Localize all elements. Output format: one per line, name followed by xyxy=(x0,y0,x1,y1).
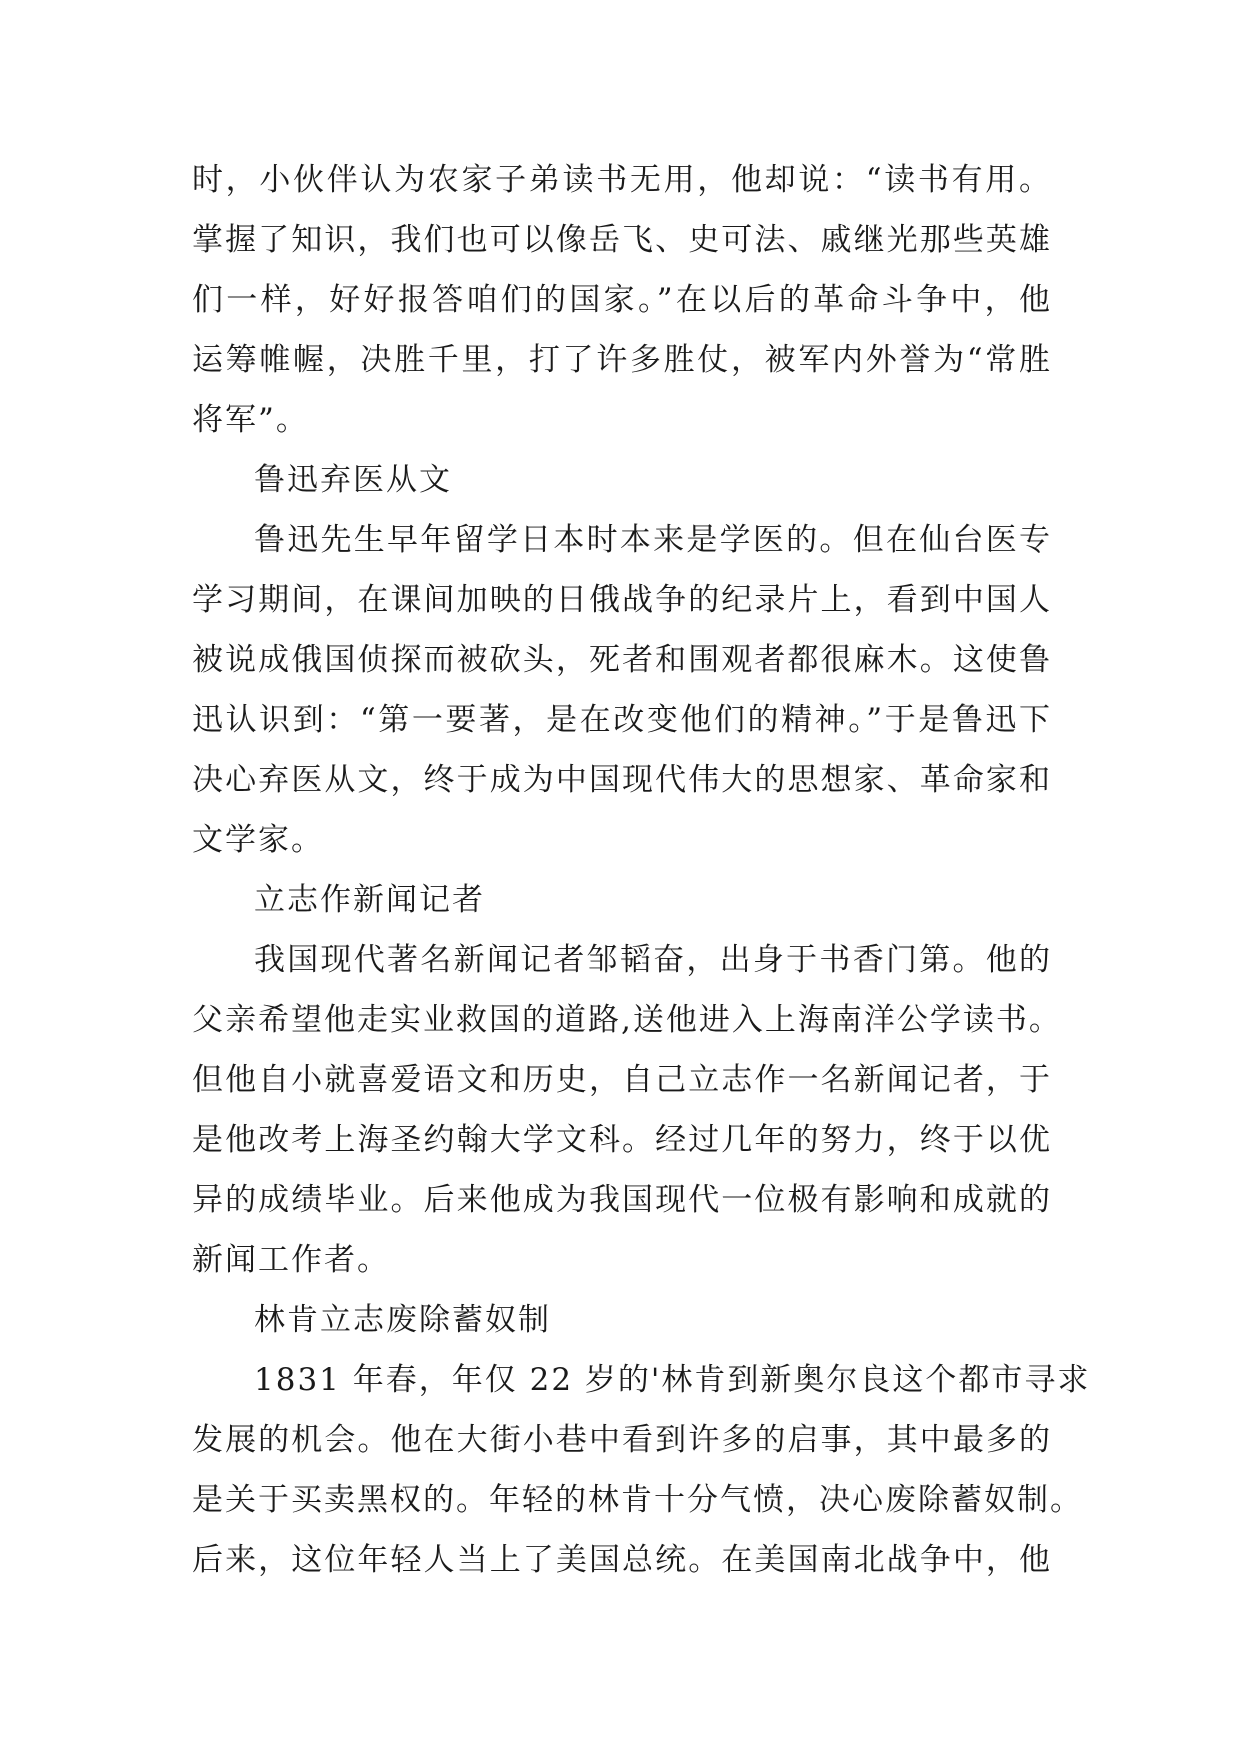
text-line: 是他改考上海圣约翰大学文科。经过几年的努力，终于以优 xyxy=(192,1122,1052,1158)
text-line: 异的成绩毕业。后来他成为我国现代一位极有影响和成就的 xyxy=(192,1182,1052,1218)
section-heading-journalist: 立志作新闻记者 xyxy=(254,882,485,918)
text-line: 后来，这位年轻人当上了美国总统。在美国南北战争中，他 xyxy=(192,1542,1052,1578)
document-page xyxy=(192,150,1091,1590)
text-line: 鲁迅先生早年留学日本时本来是学医的。但在仙台医专 xyxy=(254,522,1052,558)
text-line: 决心弃医从文，终于成为中国现代伟大的思想家、革命家和 xyxy=(192,762,1052,798)
text-line: 时，小伙伴认为农家子弟读书无用，他却说：“读书有用。 xyxy=(192,162,1052,198)
text-line: 迅认识到：“第一要著，是在改变他们的精神。”于是鲁迅下 xyxy=(192,702,1052,738)
text-line: 们一样，好好报答咱们的国家。”在以后的革命斗争中，他 xyxy=(192,282,1052,318)
text-line: 父亲希望他走实业救国的道路,送他进入上海南洋公学读书。 xyxy=(192,1002,1062,1038)
text-line: 将军”。 xyxy=(192,402,309,438)
paragraph-journalist xyxy=(192,930,1062,1290)
text-line: 掌握了知识，我们也可以像岳飞、史可法、戚继光那些英雄 xyxy=(192,222,1052,258)
text-line: 我国现代著名新闻记者邹韬奋，出身于书香门第。他的 xyxy=(254,942,1052,978)
text-line: 是关于买卖黑权的。年轻的林肯十分气愤，决心废除蓄奴制。 xyxy=(192,1482,1083,1518)
paragraph-luxun xyxy=(192,510,1052,870)
text-line: 1831 年春，年仅 22 岁的'林肯到新奥尔良这个都市寻求 xyxy=(254,1362,1091,1398)
paragraph-lincoln xyxy=(192,1350,1091,1590)
text-line: 但他自小就喜爱语文和历史，自己立志作一名新闻记者，于 xyxy=(192,1062,1052,1098)
text-line: 新闻工作者。 xyxy=(192,1242,390,1278)
text-line: 文学家。 xyxy=(192,822,324,858)
section-heading-luxun: 鲁迅弃医从文 xyxy=(254,462,452,498)
text-line: 被说成俄国侦探而被砍头，死者和围观者都很麻木。这使鲁 xyxy=(192,642,1052,678)
text-line: 运筹帷幄，决胜千里，打了许多胜仗，被军内外誉为“常胜 xyxy=(192,342,1052,378)
text-line: 发展的机会。他在大街小巷中看到许多的启事，其中最多的 xyxy=(192,1422,1052,1458)
text-line: 学习期间，在课间加映的日俄战争的纪录片上，看到中国人 xyxy=(192,582,1052,618)
paragraph-continuation xyxy=(192,150,1052,450)
section-heading-lincoln: 林肯立志废除蓄奴制 xyxy=(254,1302,551,1338)
